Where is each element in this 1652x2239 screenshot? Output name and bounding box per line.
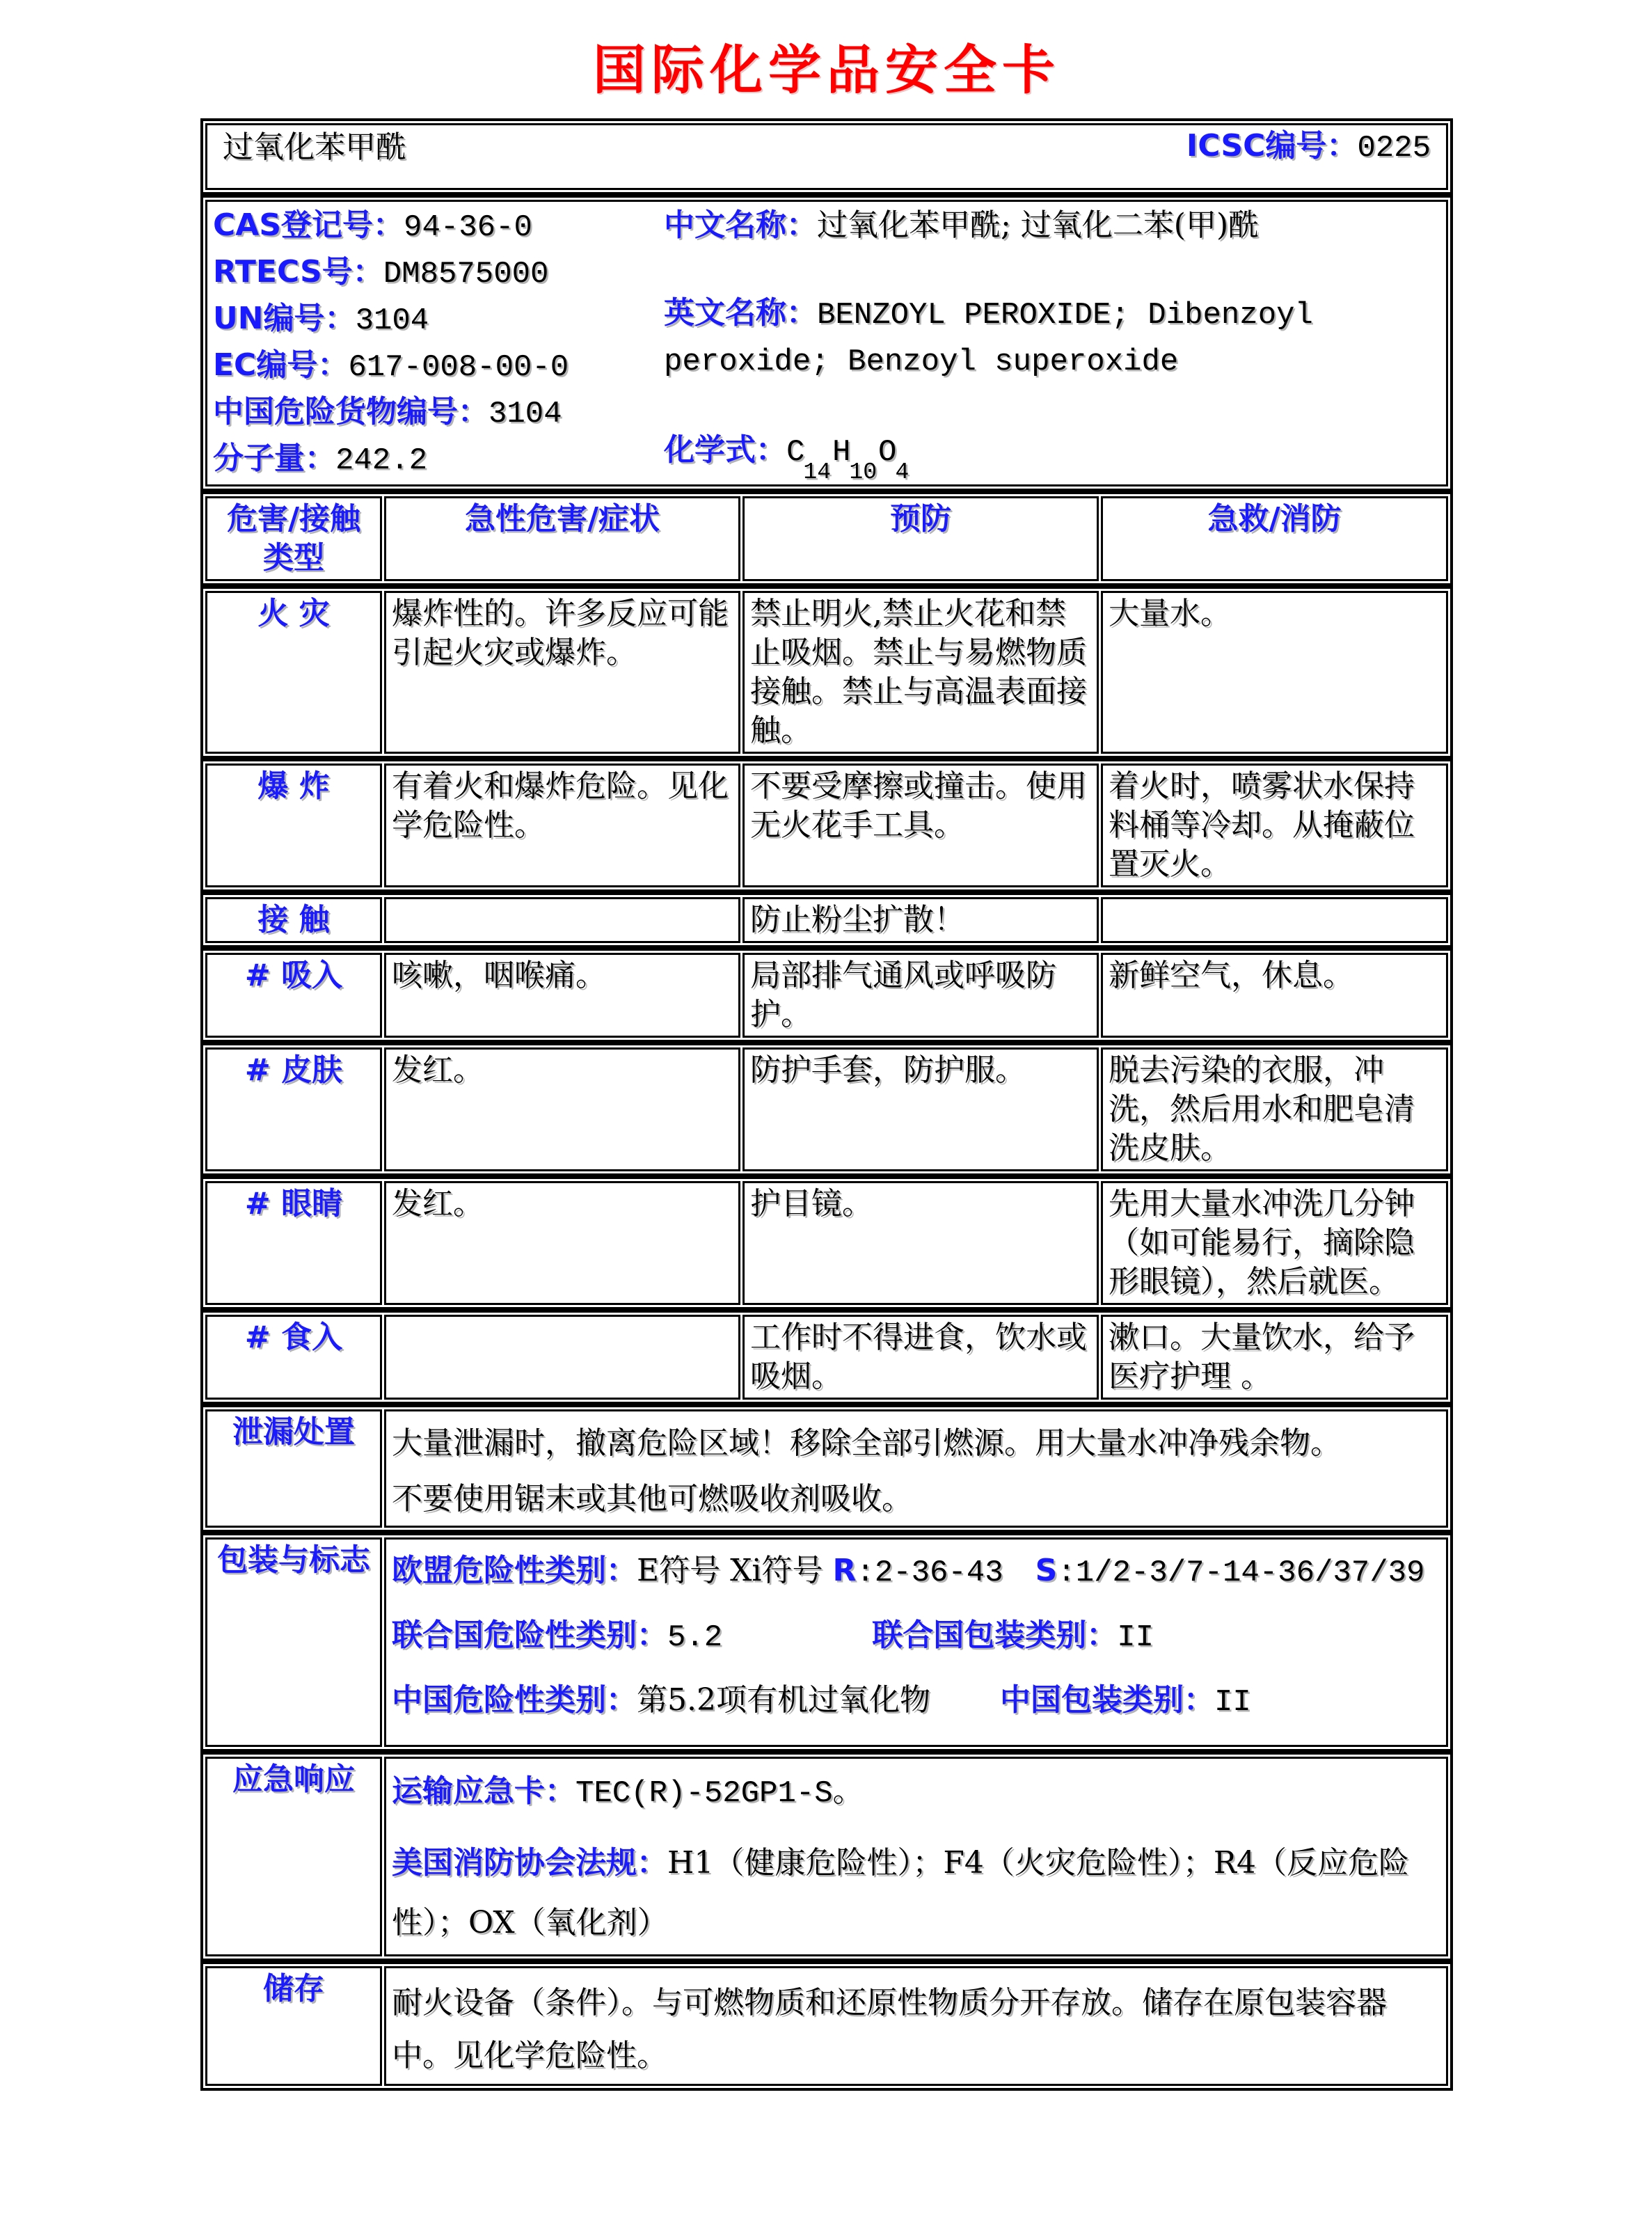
eyes-symptoms: 发红。 (384, 1181, 740, 1305)
packaging-content (384, 1537, 1448, 1747)
identifiers-left-column (213, 203, 664, 483)
icsc-label: ICSC编号： (1186, 128, 1358, 164)
hazard-row-inhalation (200, 948, 1453, 1043)
english-name-label: 英文名称： (664, 295, 817, 331)
cas-label: CAS登记号： (213, 207, 404, 243)
chemical-formula: $C_{14}H_{10}O_4$ (786, 435, 910, 485)
cn-hazard-class-value: 第5.2项有机过氧化物 (637, 1682, 930, 1718)
skin-prevention: 防护手套，防护服。 (742, 1047, 1099, 1171)
emergency-label: 应急响应 (205, 1757, 382, 1956)
hazard-row-fire (200, 586, 1453, 759)
nfpa-label: 美国消防协会法规： (392, 1845, 667, 1881)
eyes-prevention: 护目镜。 (742, 1181, 1099, 1305)
emergency-section (200, 1752, 1453, 1961)
china-dg-value: 3104 (489, 397, 562, 432)
ingestion-firstaid: 漱口。大量饮水，给予医疗护理 。 (1101, 1315, 1448, 1400)
contact-symptoms (384, 897, 740, 943)
cas-value: 94-36-0 (404, 210, 532, 245)
header-acute-hazards: 急性危害/症状 (384, 496, 740, 581)
inhalation-prevention: 局部排气通风或呼吸防护。 (742, 953, 1099, 1038)
identifiers-cell (205, 200, 1448, 486)
inhalation-symptoms: 咳嗽，咽喉痛。 (384, 953, 740, 1038)
molecular-weight-label: 分子量： (213, 441, 335, 476)
fire-firstaid: 大量水。 (1101, 591, 1448, 754)
name-cell (205, 123, 1448, 190)
fire-prevention: 禁止明火,禁止火花和禁止吸烟。禁止与易燃物质接触。禁止与高温表面接触。 (742, 591, 1099, 754)
r-phrase-value: :2-36-43 (856, 1556, 1003, 1590)
un-label: UN编号： (213, 301, 356, 336)
rtecs-label: RTECS号： (213, 254, 383, 290)
contact-prevention: 防止粉尘扩散！ (742, 897, 1099, 943)
rtecs-number-line (213, 250, 664, 296)
molecular-weight-line (213, 436, 664, 483)
un-hazard-class-value: 5.2 (667, 1620, 723, 1655)
ingestion-symptoms (384, 1315, 740, 1400)
chinese-name-label: 中文名称： (664, 207, 817, 243)
formula-line (664, 428, 1440, 485)
spill-content (384, 1409, 1448, 1528)
spill-section (200, 1405, 1453, 1533)
un-pack-group-value: II (1117, 1620, 1154, 1655)
contact-type-label: 接 触 (205, 897, 382, 943)
skin-symptoms: 发红。 (384, 1047, 740, 1171)
un-class-line (392, 1614, 1440, 1659)
skin-firstaid: 脱去污染的衣服，冲洗，然后用水和肥皂清洗皮肤。 (1101, 1047, 1448, 1171)
hazard-row-ingestion (200, 1310, 1453, 1405)
un-hazard-class-label: 联合国危险性类别： (392, 1617, 667, 1653)
fire-type-label: 火 灾 (205, 591, 382, 754)
substance-name: 过氧化苯甲酰 (223, 129, 406, 165)
nfpa-value: H1（健康危险性）；F4（火灾危险性）；R4（反应危险性）；OX（氧化剂） (392, 1845, 1410, 1940)
cas-number-line (213, 203, 664, 250)
identifiers-right-column (664, 203, 1440, 483)
hazard-row-skin (200, 1043, 1453, 1176)
chinese-name-value: 过氧化苯甲酰; 过氧化二苯(甲)酰 (817, 207, 1260, 243)
explosion-symptoms: 有着火和爆炸危险。见化学危险性。 (384, 764, 740, 887)
eu-hazard-class-value: E符号 Xi符号 (637, 1553, 833, 1588)
cn-pack-group-label: 中国包装类别： (999, 1682, 1214, 1718)
hazard-row-eyes (200, 1176, 1453, 1310)
ec-label: EC编号： (213, 347, 349, 383)
tec-card-label: 运输应急卡： (392, 1773, 575, 1809)
hazard-row-explosion (200, 759, 1453, 892)
identifiers-section (200, 195, 1453, 491)
ec-value: 617-008-00-0 (348, 350, 569, 385)
hazard-header-row (200, 491, 1453, 586)
icsc-number: 0225 (1357, 131, 1431, 166)
inhalation-type-label: # 吸入 (205, 953, 382, 1038)
hazard-row-contact (200, 892, 1453, 948)
header-hazard-type: 危害/接触 类型 (205, 496, 382, 581)
china-dg-number-line (213, 390, 664, 436)
china-dg-label: 中国危险货物编号： (213, 394, 489, 429)
eyes-type-label: # 眼睛 (205, 1181, 382, 1305)
fire-symptoms: 爆炸性的。许多反应可能引起火灾或爆炸。 (384, 591, 740, 754)
cn-hazard-class-label: 中国危险性类别： (392, 1682, 637, 1718)
explosion-prevention: 不要受摩擦或撞击。使用无火花手工具。 (742, 764, 1099, 887)
s-phrase-value: :1/2-3/7-14-36/37/39 (1057, 1556, 1425, 1590)
storage-label: 储存 (205, 1966, 382, 2086)
header-firstaid: 急救/消防 (1101, 496, 1448, 581)
molecular-weight-value: 242.2 (335, 443, 428, 478)
ec-number-line (213, 343, 664, 390)
eu-hazard-class-label: 欧盟危险性类别： (392, 1553, 637, 1588)
contact-firstaid (1101, 897, 1448, 943)
eyes-firstaid: 先用大量水冲洗几分钟（如可能易行，摘除隐形眼镜），然后就医。 (1101, 1181, 1448, 1305)
r-phrase-label: R (832, 1553, 857, 1588)
cn-pack-group-value: II (1214, 1685, 1251, 1720)
identifiers-columns (213, 203, 1440, 483)
nfpa-line (392, 1833, 1440, 1953)
spill-label: 泄漏处置 (205, 1409, 382, 1528)
un-value: 3104 (355, 303, 429, 338)
icsc-number-group (1186, 127, 1431, 168)
header-prevention: 预防 (742, 496, 1099, 581)
name-section (200, 118, 1453, 195)
storage-text: 耐火设备（条件）。与可燃物质和还原性物质分开存放。储存在原包装容器中。见化学危险性。 (392, 1985, 1387, 2073)
storage-content (384, 1966, 1448, 2086)
un-number-line (213, 296, 664, 343)
explosion-type-label: 爆 炸 (205, 764, 382, 887)
tec-card-line (392, 1770, 1440, 1815)
storage-section (200, 1961, 1453, 2091)
emergency-content (384, 1757, 1448, 1956)
name-row (213, 127, 1440, 168)
ingestion-type-label: # 食入 (205, 1315, 382, 1400)
eu-hazard-class-line (392, 1549, 1440, 1595)
tec-card-value: TEC(R)-52GP1-S。 (575, 1776, 864, 1811)
skin-type-label: # 皮肤 (205, 1047, 382, 1171)
un-pack-group-label: 联合国包装类别： (872, 1617, 1118, 1653)
spill-line-1: 大量泄漏时，撤离危险区域！移除全部引燃源。用大量水冲净残余物。 (392, 1425, 1341, 1461)
safety-card (200, 40, 1453, 2091)
cn-class-line (392, 1679, 1440, 1724)
explosion-firstaid: 着火时，喷雾状水保持料桶等冷却。从掩蔽位置灭火。 (1101, 764, 1448, 887)
page-title: 国际化学品安全卡 (593, 39, 1061, 101)
english-name-value-line2: peroxide; Benzoyl superoxide (664, 345, 1179, 379)
spill-line-2: 不要使用锯末或其他可燃吸收剂吸收。 (392, 1481, 912, 1517)
english-name-value-line1: BENZOYL PEROXIDE; Dibenzoyl (817, 298, 1313, 333)
ingestion-prevention: 工作时不得进食，饮水或吸烟。 (742, 1315, 1099, 1400)
s-phrase-label: S (1035, 1553, 1058, 1588)
inhalation-firstaid: 新鲜空气，休息。 (1101, 953, 1448, 1038)
chinese-name-line (664, 203, 1440, 247)
packaging-section (200, 1533, 1453, 1752)
formula-label: 化学式： (664, 432, 786, 468)
packaging-label: 包装与标志 (205, 1537, 382, 1747)
rtecs-value: DM8575000 (383, 257, 549, 292)
english-name-line (664, 291, 1440, 384)
